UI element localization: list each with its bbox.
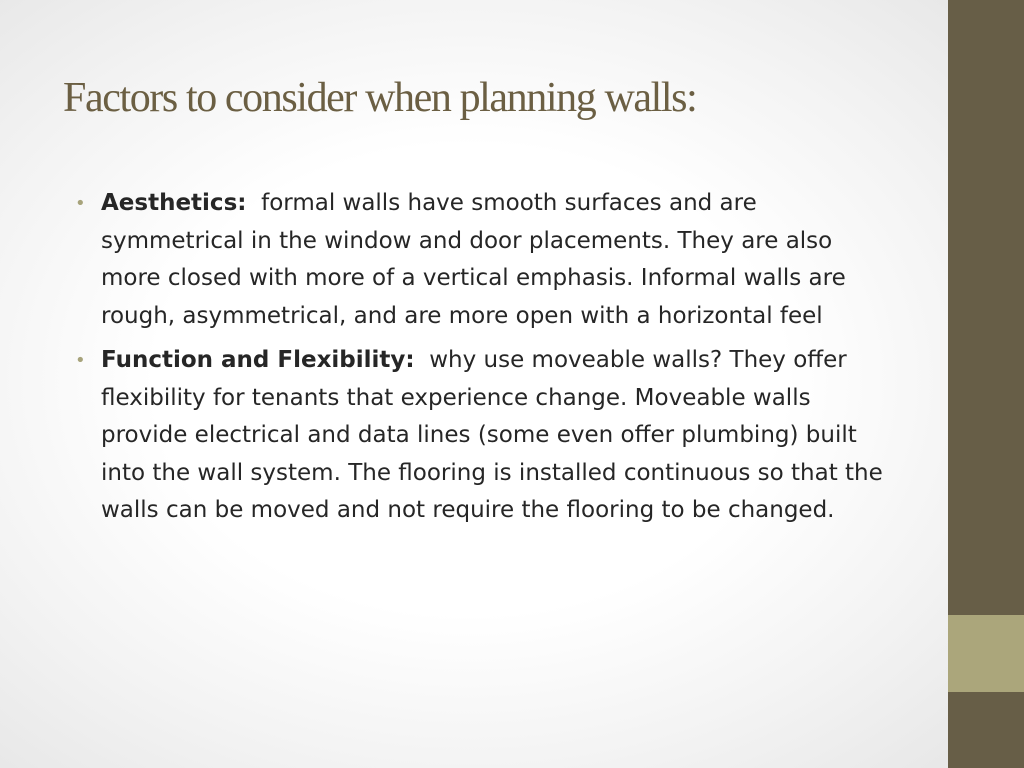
bullet-item-function-flexibility xyxy=(75,342,895,530)
decorative-side-bar-accent xyxy=(948,615,1024,692)
bullet-heading: Function and Flexibility: xyxy=(101,347,415,373)
bullet-item-aesthetics xyxy=(75,185,895,335)
slide-title: Factors to consider when planning walls: xyxy=(63,75,697,121)
bullet-dot-icon: • xyxy=(75,193,86,214)
bullet-text: why use moveable walls? They offer flexibility for tenants that experience change. Moveable walls provide electrical and data lines (some even offer plumbing) built into the wall system. The flooring is installed continuous so that the walls can be moved and not require the flooring to be changed. xyxy=(101,347,883,523)
bullet-dot-icon: • xyxy=(75,350,86,371)
bullet-heading: Aesthetics: xyxy=(101,190,247,216)
bullet-list xyxy=(75,185,895,537)
bullet-text: formal walls have smooth surfaces and are symmetrical in the window and door placements. They are also more closed with more of a vertical emphasis. Informal walls are rough, asymmetrical, and are more open with a horizontal feel xyxy=(101,190,846,329)
